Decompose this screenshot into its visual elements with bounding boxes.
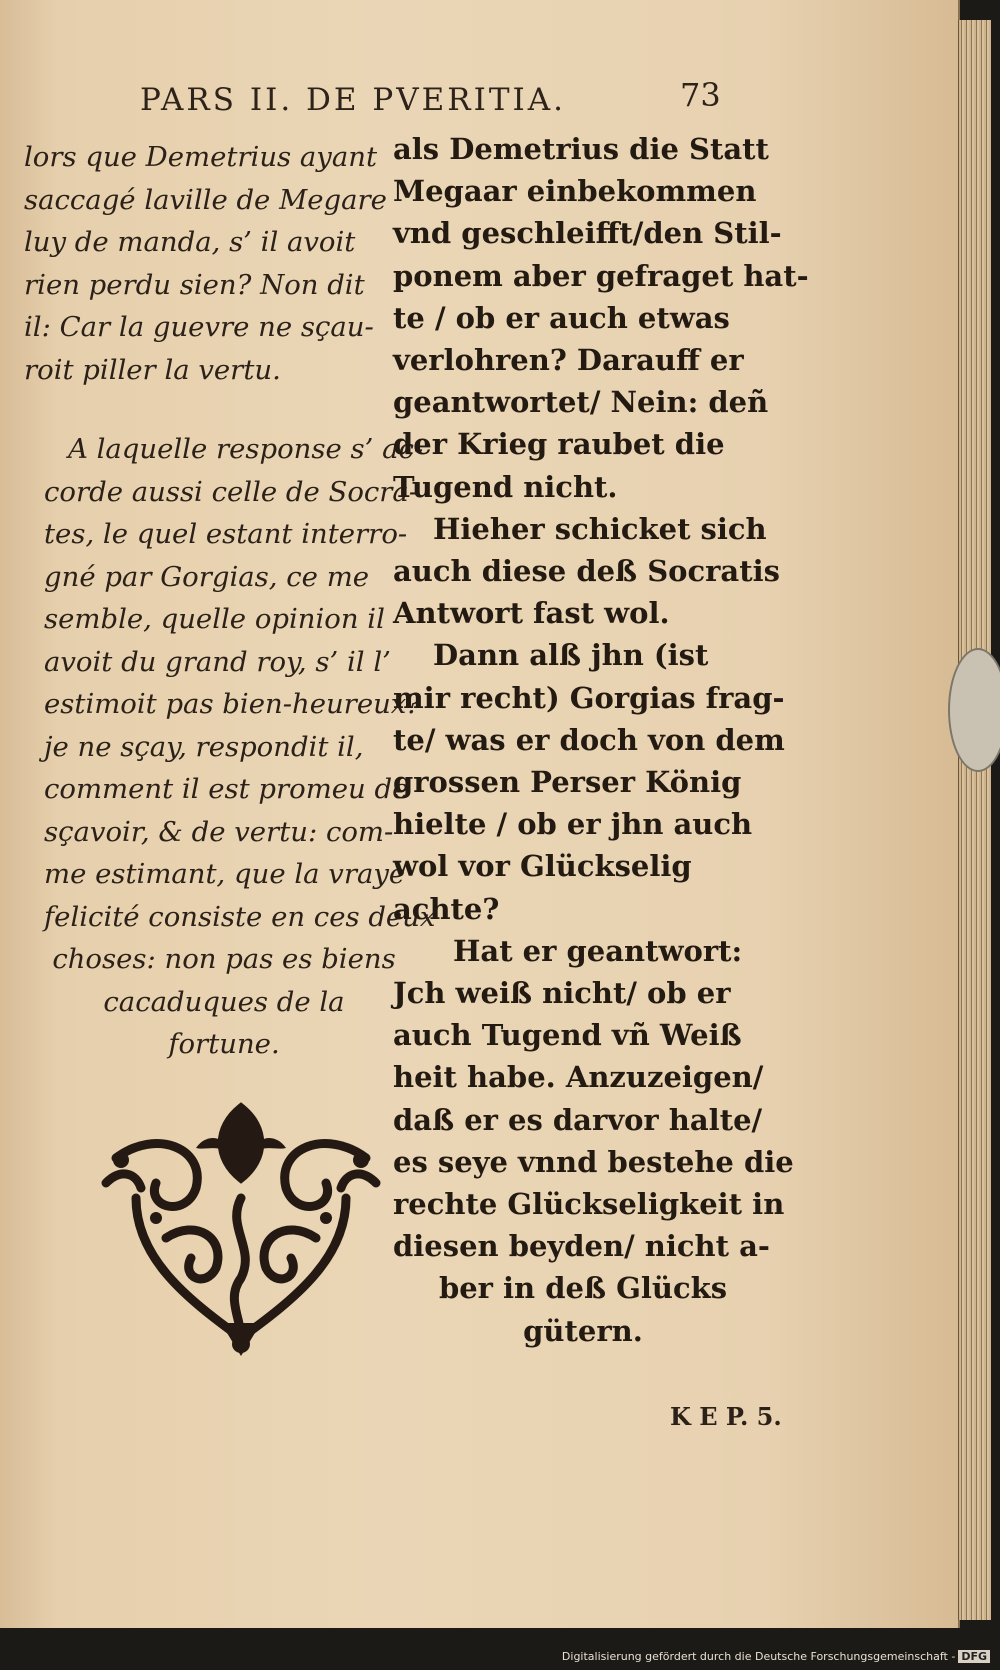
- text-line: luy de manda, s’ il avoit: [24, 226, 356, 258]
- page-clip: [948, 648, 1000, 772]
- dfg-logo: DFG: [958, 1650, 990, 1663]
- credit-text: Digitalisierung gefördert durch die Deutsche Forschungsgemeinschaft -: [561, 1650, 956, 1663]
- text-line: felicité consiste en ces deux: [44, 900, 436, 933]
- digitization-credit: [562, 1650, 990, 1663]
- text-line: avoit du grand roy, s’ il l’: [44, 645, 391, 678]
- text-line: diesen beyden/ nicht a-: [393, 1229, 770, 1264]
- text-line: il: Car la guevre ne sçau-: [24, 311, 374, 343]
- text-line: choses: non pas es biens: [52, 943, 396, 975]
- text-line: auch Tugend vñ Weiß: [393, 1018, 742, 1053]
- text-line: saccagé laville de Megare: [24, 183, 387, 216]
- text-line: cacaduques de la: [103, 985, 345, 1018]
- text-line: corde aussi celle de Socra-: [44, 475, 419, 508]
- text-line: es seye vnnd bestehe die: [393, 1144, 794, 1179]
- text-line: Jch weiß nicht/ ob er: [393, 976, 731, 1011]
- german-column: [393, 128, 809, 1352]
- text-line: hielte / ob er jhn auch: [393, 807, 753, 842]
- text-line: tes, le quel estant interro-: [44, 518, 408, 550]
- text-line: wol vor Glückselig: [393, 849, 692, 884]
- text-line: gütern.: [523, 1313, 643, 1348]
- text-line: gné par Gorgias, ce me: [44, 560, 370, 593]
- text-line: Hieher schicket sich: [433, 511, 767, 546]
- running-title: PARS II. DE PVERITIA.: [140, 82, 566, 118]
- text-line: roit piller la vertu.: [24, 353, 281, 386]
- text-line: Antwort fast wol.: [393, 596, 670, 631]
- text-line: daß er es darvor halte/: [393, 1102, 763, 1137]
- text-line: auch diese deß Socratis: [393, 554, 780, 589]
- text-line: A laquelle response s’ ac-: [68, 433, 424, 465]
- text-line: ponem aber gefraget hat-: [393, 258, 809, 293]
- text-line: te / ob er auch etwas: [393, 300, 730, 335]
- text-line: heit habe. Anzuzeigen/: [393, 1060, 764, 1095]
- text-line: rien perdu sien? Non dit: [24, 268, 365, 301]
- text-line: Tugend nicht.: [393, 469, 618, 504]
- text-line: Dann alß jhn (ist: [433, 638, 709, 673]
- text-line: te/ was er doch von dem: [393, 722, 785, 757]
- text-line: Hat er geantwort:: [453, 933, 743, 968]
- text-line: comment il est promeu de: [44, 773, 409, 805]
- text-line: je ne sçay, respondit il,: [44, 730, 364, 763]
- text-line: grossen Perser König: [393, 765, 742, 800]
- text-line: rechte Glückseligkeit in: [393, 1187, 785, 1222]
- text-line: als Demetrius die Statt: [393, 132, 769, 166]
- text-line: vnd geschleifft/den Stil-: [393, 216, 782, 251]
- scan-border: [0, 1628, 1000, 1670]
- french-column: [24, 136, 436, 1066]
- text-line: mir recht) Gorgias frag-: [393, 680, 785, 715]
- fleuron-ornament-icon: [96, 1088, 386, 1358]
- text-line: der Krieg raubet die: [393, 427, 725, 462]
- page-number: 73: [680, 76, 721, 114]
- text-line: verlohren? Darauff er: [393, 343, 744, 378]
- text-line: lors que Demetrius ayant: [24, 141, 378, 173]
- page-edge: [958, 20, 991, 1620]
- paragraph-gap: [24, 391, 404, 428]
- text-line: geantwortet/ Nein: deñ: [393, 385, 769, 420]
- text-line: ber in deß Glücks: [438, 1271, 728, 1306]
- text-line: me estimant, que la vraye: [44, 858, 406, 890]
- text-line: semble, quelle opinion il: [44, 603, 385, 635]
- text-line: fortune.: [168, 1028, 280, 1060]
- text-line: Megaar einbekommen: [393, 174, 757, 209]
- catchword: K E P. 5.: [670, 1402, 782, 1431]
- text-line: estimoit pas bien-heureux?: [44, 688, 422, 720]
- text-line: sçavoir, & de vertu: com-: [44, 815, 394, 848]
- text-line: achte?: [393, 891, 500, 926]
